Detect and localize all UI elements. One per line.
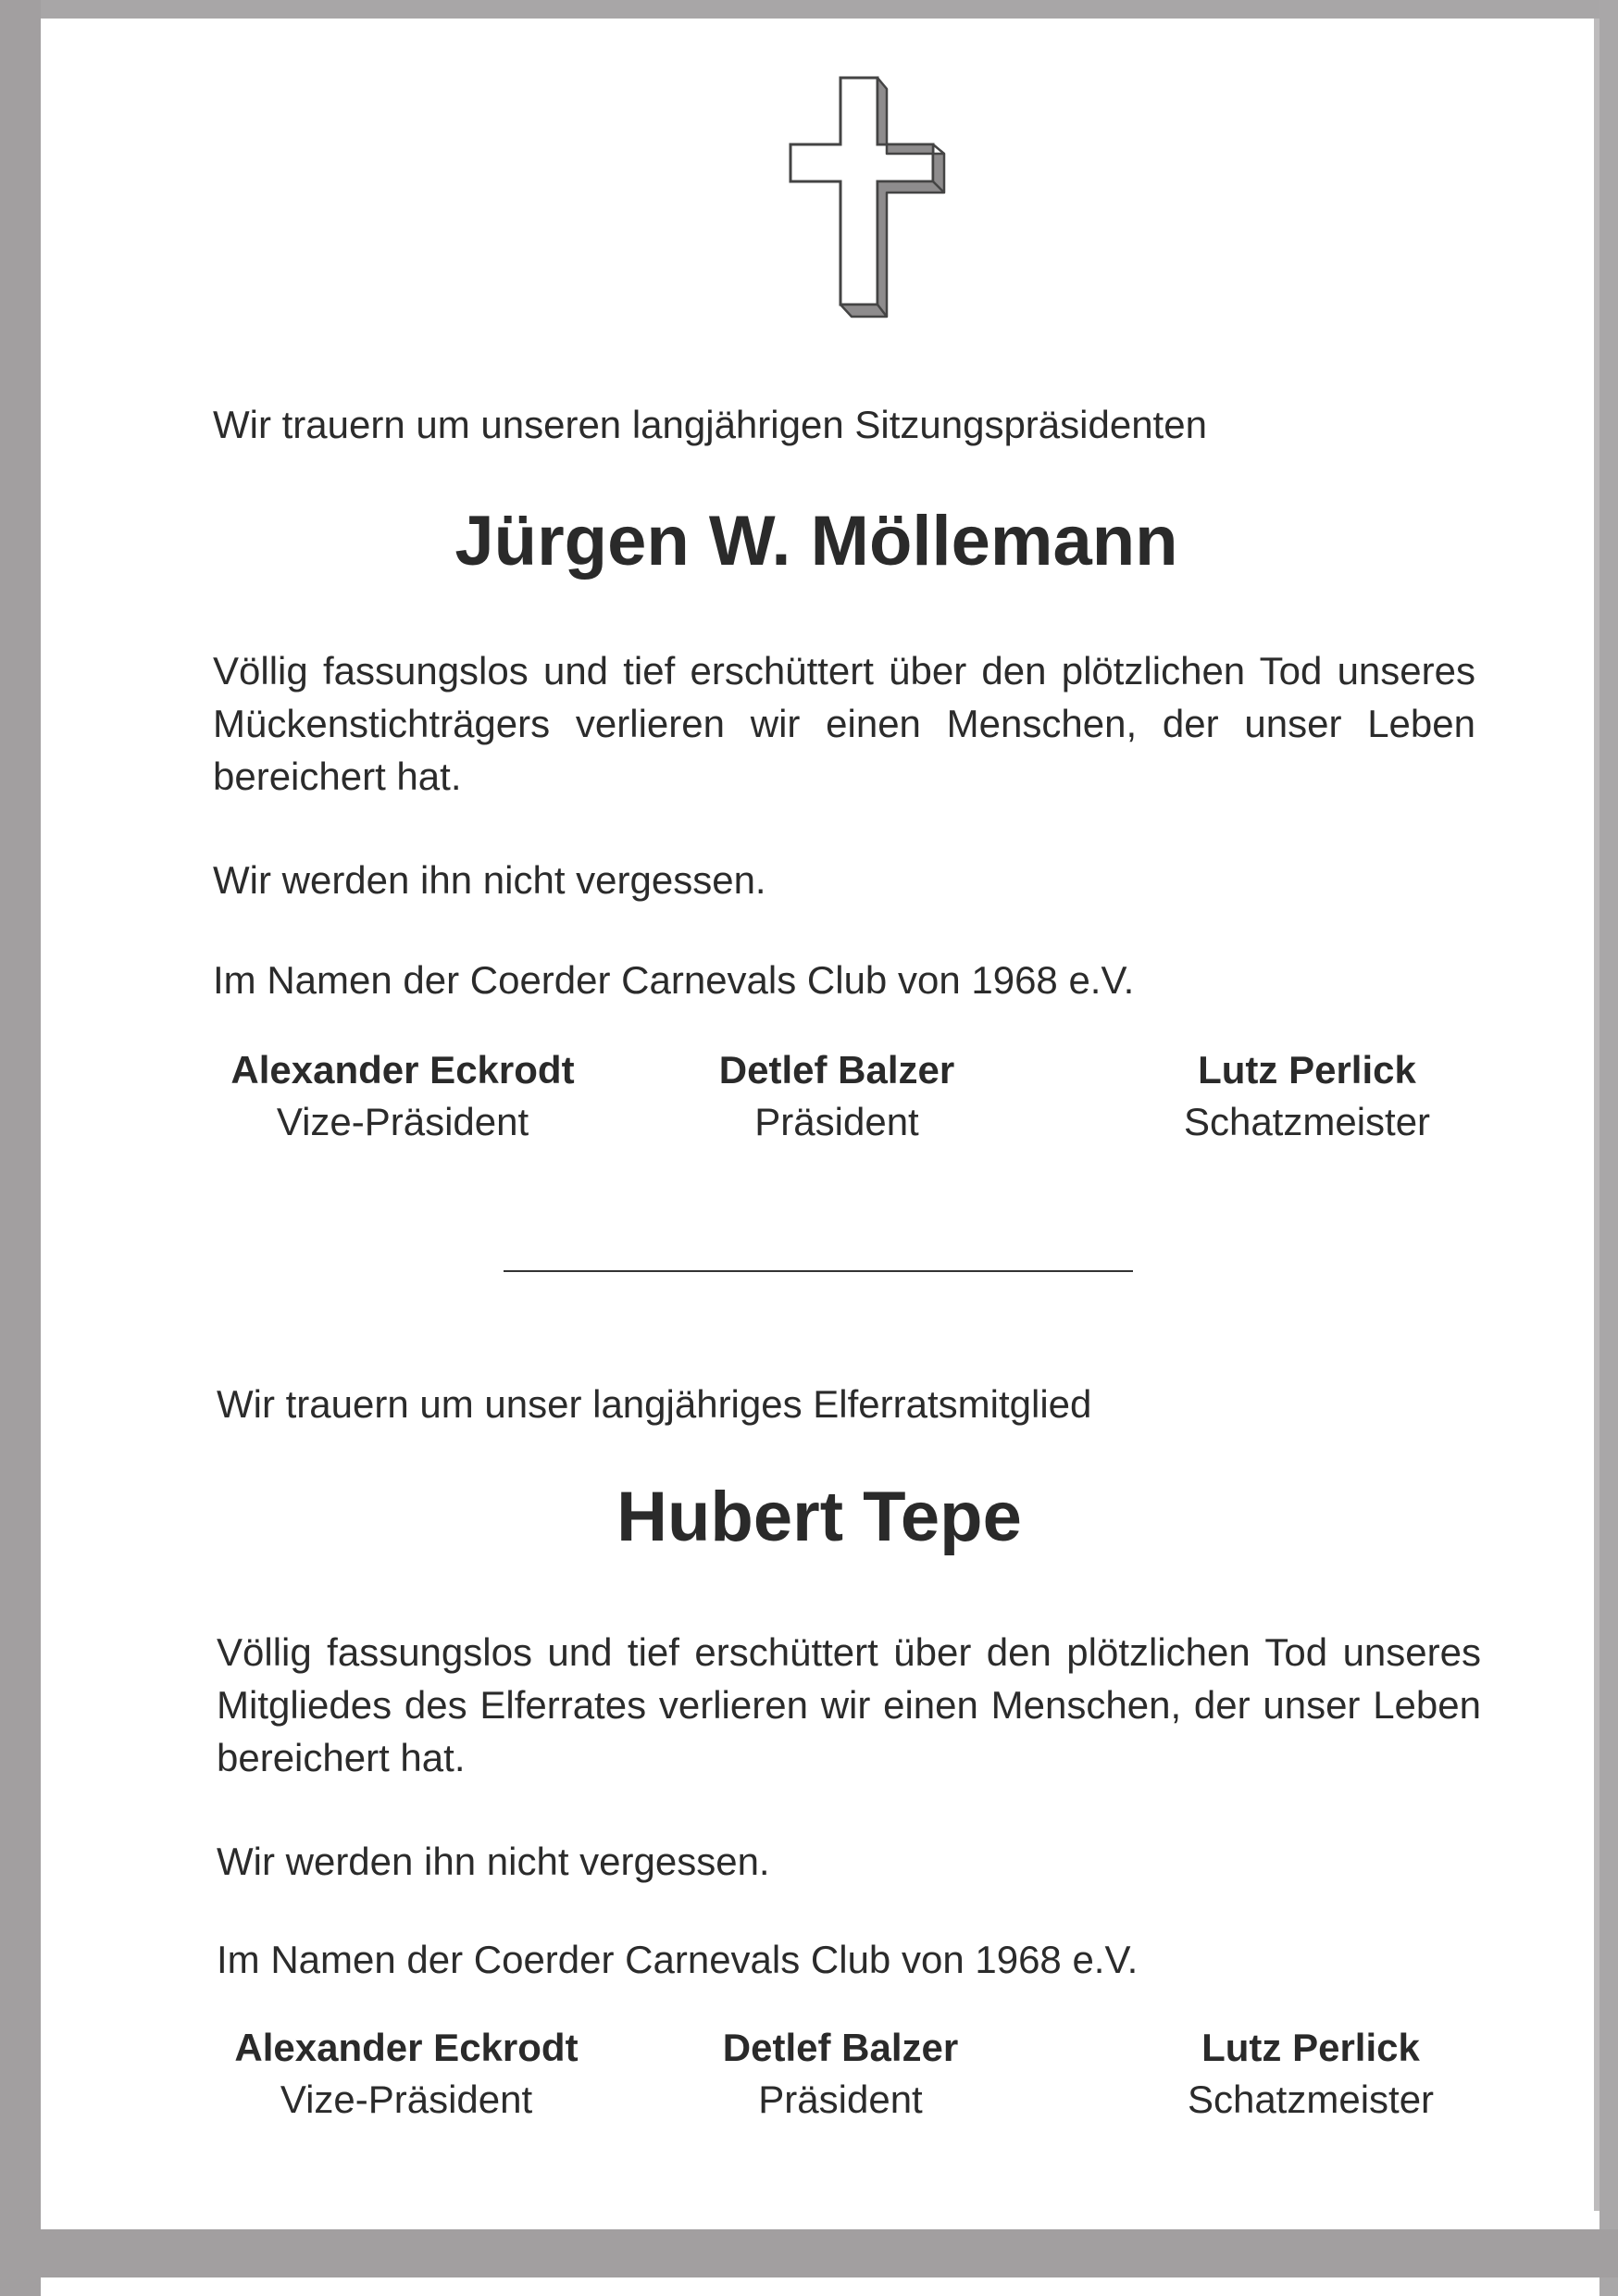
notice1-signatory-1 xyxy=(213,1044,592,1148)
notice1-deceased-name: Jürgen W. Möllemann xyxy=(454,502,1178,580)
frame-bottom-gap xyxy=(41,2211,1599,2229)
signatory-name: Lutz Perlick xyxy=(1201,2026,1420,2069)
signatory-name: Alexander Eckrodt xyxy=(234,2026,579,2069)
signatory-title: Schatzmeister xyxy=(1183,1100,1431,1143)
notice1-body: Völlig fassungslos und tief erschüttert über den plötzlichen Tod unseres Mückenstichträgers verlieren wir einen Menschen, der unser Leben bereichert hat. xyxy=(213,649,1475,798)
signatory-title: Präsident xyxy=(758,2078,923,2121)
signatory-name: Lutz Perlick xyxy=(1198,1048,1416,1092)
signatory-title: Vize-Präsident xyxy=(280,2078,533,2121)
frame-bottom-border xyxy=(0,2229,1618,2277)
signatory-title: Schatzmeister xyxy=(1187,2078,1435,2121)
notice2-deceased-name: Hubert Tepe xyxy=(616,1478,1022,1556)
signatory-title: Präsident xyxy=(754,1100,919,1143)
obituary-page xyxy=(41,19,1594,2211)
frame-right-inner-border xyxy=(1594,19,1599,2231)
notice2-signatory-3 xyxy=(1151,2022,1470,2126)
notice2-remember: Wir werden ihn nicht vergessen. xyxy=(217,1840,770,1883)
notice1-on-behalf: Im Namen der Coerder Carnevals Club von 1968 e.V. xyxy=(213,958,1135,1002)
notice2-intro: Wir trauern um unser langjähriges Elferratsmitglied xyxy=(217,1382,1092,1426)
frame-left-border xyxy=(0,0,41,2296)
notice2-signatory-1 xyxy=(217,2022,596,2126)
signatory-title: Vize-Präsident xyxy=(276,1100,529,1143)
cross-icon xyxy=(785,69,952,318)
notice1-signatory-3 xyxy=(1148,1044,1466,1148)
frame-top-border xyxy=(0,0,1618,19)
signatory-name: Detlef Balzer xyxy=(722,2026,959,2069)
notice2-body: Völlig fassungslos und tief erschüttert über den plötzlichen Tod unseres Mitgliedes des Elferrates verlieren wir einen Menschen, der unser Leben bereichert hat. xyxy=(217,1630,1481,1779)
frame-right-border xyxy=(1599,0,1618,2296)
notice2-on-behalf: Im Namen der Coerder Carnevals Club von 1968 e.V. xyxy=(217,1938,1139,1981)
notice2-signatory-2 xyxy=(683,2022,998,2126)
notice1-intro: Wir trauern um unseren langjährigen Sitzungspräsidenten xyxy=(213,403,1207,446)
signatory-name: Detlef Balzer xyxy=(718,1048,955,1092)
notice1-remember: Wir werden ihn nicht vergessen. xyxy=(213,858,766,902)
section-divider xyxy=(504,1270,1133,1272)
signatory-name: Alexander Eckrodt xyxy=(230,1048,575,1092)
notice1-signatory-2 xyxy=(679,1044,994,1148)
